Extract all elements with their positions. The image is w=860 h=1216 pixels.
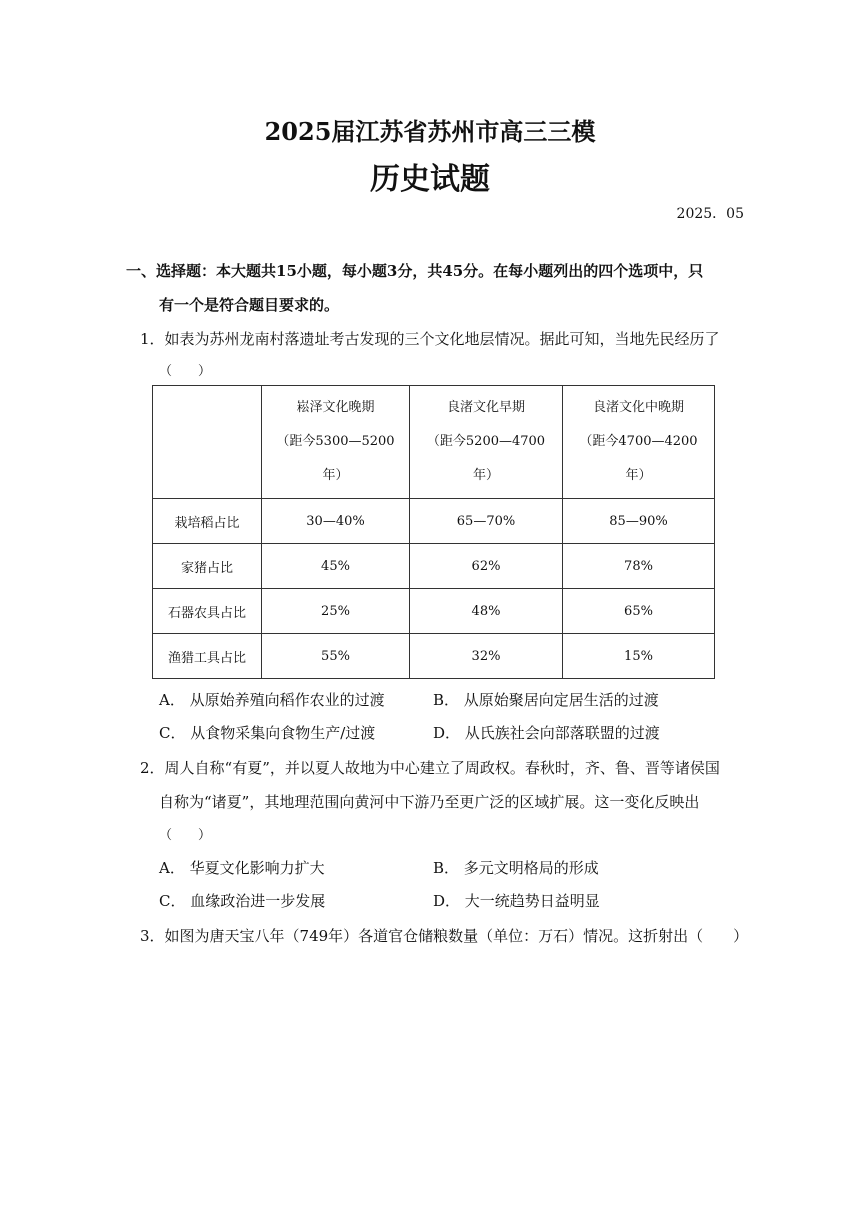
table-cell: 62% xyxy=(410,544,563,589)
question-3-stem: 3．如图为唐天宝八年（749年）各道官仓储粮数量（单位：万石）情况。这折射出（ ） xyxy=(140,927,749,945)
table-header-cell xyxy=(262,386,410,499)
table-cell: 65—70% xyxy=(410,499,563,544)
row-label: 石器农具占比 xyxy=(153,589,262,634)
table-row xyxy=(153,589,715,634)
header-period-name: 良渚文化中晚期 xyxy=(592,400,684,415)
table-cell: 85—90% xyxy=(563,499,715,544)
header-period-unit: 年） xyxy=(472,468,499,483)
header-period-range: （距今4700—4200 xyxy=(579,434,698,449)
question-1-option-a: A． 从原始养殖向稻作农业的过渡 xyxy=(159,691,385,709)
header-period-name: 良渚文化早期 xyxy=(446,400,525,415)
exam-date: 2025．05 xyxy=(676,206,744,222)
question-1-option-d: D． 从氏族社会向部落联盟的过渡 xyxy=(433,724,660,742)
header-period-range: （距今5300—5200 xyxy=(276,434,395,449)
question-1-option-c: C． 从食物采集向食物生产/过渡 xyxy=(159,724,376,742)
exam-title: 2025届江苏省苏州市高三三模 xyxy=(264,117,596,146)
header-period-unit: 年） xyxy=(625,468,652,483)
row-label: 渔猎工具占比 xyxy=(153,634,262,679)
archaeology-table xyxy=(152,385,715,679)
table-cell: 48% xyxy=(410,589,563,634)
table-cell: 65% xyxy=(563,589,715,634)
table-cell: 30—40% xyxy=(262,499,410,544)
table-header-cell xyxy=(410,386,563,499)
question-1-answer-paren: （ ） xyxy=(159,364,212,379)
question-2-answer-paren: （ ） xyxy=(159,828,212,843)
table-row xyxy=(153,544,715,589)
table-corner-cell xyxy=(153,386,262,499)
section-heading-line2: 有一个是符合题目要求的。 xyxy=(159,296,340,314)
header-period-name: 崧泽文化晚期 xyxy=(296,400,375,415)
table-header-cell xyxy=(563,386,715,499)
row-label: 栽培稻占比 xyxy=(153,499,262,544)
question-2-option-c: C． 血缘政治进一步发展 xyxy=(159,892,326,910)
question-2-stem-line1: 2．周人自称“有夏”，并以夏人故地为中心建立了周政权。春秋时，齐、鲁、晋等诸侯国 xyxy=(140,759,720,777)
table-cell: 15% xyxy=(563,634,715,679)
question-1-stem: 1．如表为苏州龙南村落遗址考古发现的三个文化地层情况。据此可知，当地先民经历了 xyxy=(140,330,720,348)
table-cell: 78% xyxy=(563,544,715,589)
table-row xyxy=(153,499,715,544)
row-label: 家猪占比 xyxy=(153,544,262,589)
question-2-option-d: D． 大一统趋势日益明显 xyxy=(433,892,600,910)
question-1-option-b: B． 从原始聚居向定居生活的过渡 xyxy=(433,691,659,709)
question-2-stem-line2: 自称为“诸夏”，其地理范围向黄河中下游乃至更广泛的区域扩展。这一变化反映出 xyxy=(159,793,700,811)
exam-subtitle: 历史试题 xyxy=(370,162,490,197)
section-heading-line1: 一、选择题：本大题共15小题，每小题3分，共45分。在每小题列出的四个选项中，只 xyxy=(126,262,704,280)
question-2-option-a: A． 华夏文化影响力扩大 xyxy=(159,859,325,877)
table-header-row xyxy=(153,386,715,499)
table-cell: 45% xyxy=(262,544,410,589)
table-cell: 55% xyxy=(262,634,410,679)
table-row xyxy=(153,634,715,679)
table-cell: 25% xyxy=(262,589,410,634)
header-period-unit: 年） xyxy=(322,468,349,483)
header-period-range: （距今5200—4700 xyxy=(426,434,546,449)
table-cell: 32% xyxy=(410,634,563,679)
question-2-option-b: B． 多元文明格局的形成 xyxy=(433,859,599,877)
